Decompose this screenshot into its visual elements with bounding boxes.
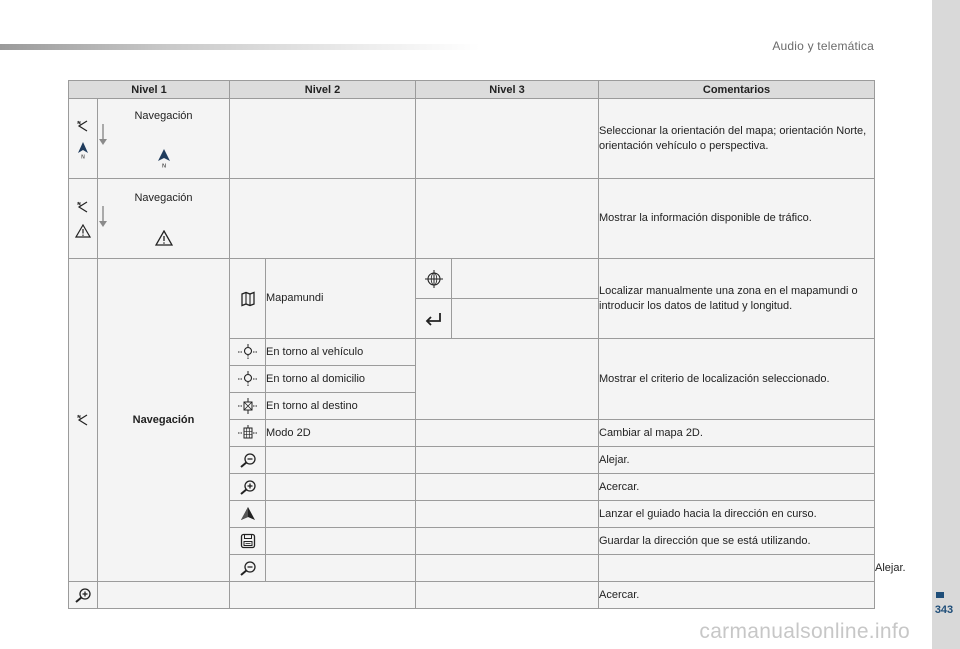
north-arrow-icon [76,141,90,159]
section-title: Audio y telemática [772,39,874,53]
zoom-in-icon [74,587,92,603]
arrow-down-icon [98,124,229,146]
column-header-level2: Nivel 2 [230,81,416,99]
comment-cell: Alejar. [599,447,875,474]
level2-label: En torno al domicilio [266,366,416,393]
svg-text:N: N [161,163,166,168]
column-header-level3: Nivel 3 [416,81,599,99]
level1-label: Navegación [98,259,230,582]
level1-label: Navegación [134,109,193,122]
navigation-menu-icon [76,413,90,427]
comment-cell: Mostrar el criterio de localización seleccionado. [599,339,875,420]
menu-table [68,80,906,609]
navigation-menu-icon [76,119,90,133]
north-arrow-icon [156,148,172,168]
zoom-out-icon [239,452,257,468]
level1-icon-cell [69,99,98,179]
table-row: Alejar. [69,555,875,582]
watermark: carmanualsonline.info [699,620,910,643]
table-row [69,582,875,609]
warning-triangle-icon [155,230,173,246]
location-target-icon [237,344,259,360]
page-marker [936,592,944,598]
map-icon [240,291,256,307]
navigation-menu-icon [76,200,90,214]
warning-triangle-icon [75,224,91,238]
save-icon [240,533,256,549]
column-header-comments: Comentarios [599,81,875,99]
comment-cell: Localizar manualmente una zona en el mapamundi o introducir los datos de latitud y longitud. [599,259,875,339]
header-rule [0,44,480,50]
location-target-icon [237,371,259,387]
comment-cell: Mostrar la información disponible de tráfico. [599,179,875,259]
crosshair-icon [424,269,444,289]
level2-label: En torno al destino [266,393,416,420]
comment-cell: Guardar la dirección que se está utilizando. [599,528,875,555]
side-tab-strip [932,0,960,649]
column-header-level1: Nivel 1 [69,81,230,99]
table-row [69,259,875,299]
level2-label: Mapamundi [266,259,416,339]
level1-label: Navegación [134,191,193,204]
level2-label: En torno al vehículo [266,339,416,366]
comment-cell: Acercar. [599,474,875,501]
guidance-arrow-icon [240,506,256,522]
table-header-row [69,81,875,99]
grid-target-icon [237,398,259,414]
level2-label: Modo 2D [266,420,416,447]
comment-cell: Lanzar el guiado hacia la dirección en curso. [599,501,875,528]
table-row [69,179,875,259]
return-arrow-icon [425,312,443,326]
svg-text:N: N [81,154,85,159]
comment-cell: Cambiar al mapa 2D. [599,420,875,447]
comment-cell: Seleccionar la orientación del mapa; orientación Norte, orientación vehículo o perspectiva. [599,99,875,179]
zoom-out-icon [239,560,257,576]
grid-map-icon [237,425,259,441]
table-row [69,99,875,179]
comment-cell: Acercar. [599,582,875,609]
page-number: 343 [934,604,954,616]
arrow-down-icon [98,206,229,228]
zoom-in-icon [239,479,257,495]
